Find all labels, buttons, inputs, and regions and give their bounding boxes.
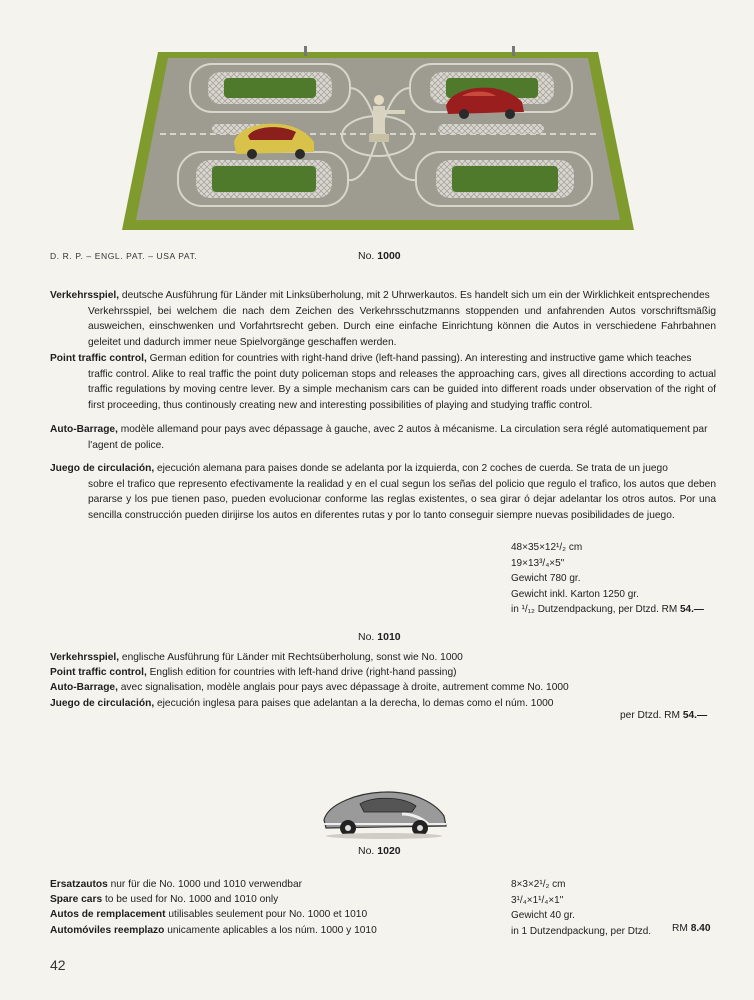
lead-text: Point traffic control, xyxy=(50,353,147,364)
first-line-text: deutsche Ausführung für Länder mit Linksüberholung, mit 2 Uhrwerkautos. Es handelt sich um ein der Wirklichkeit entsprechendes xyxy=(119,290,710,301)
price-line-1020: RM 8.40 xyxy=(672,923,711,934)
price-amount: 8.40 xyxy=(690,923,711,934)
spec-weight: Gewicht 40 gr. xyxy=(511,910,575,921)
spec-dimensions-cm: 48×35×12¹/₂ cm xyxy=(511,542,583,553)
line-spanish: Juego de circulación, ejecución inglesa para paises que adelantan a la derecha, lo demas como el núm. 1000 xyxy=(50,697,554,709)
model-number-1000 xyxy=(358,250,401,262)
description-spanish xyxy=(50,461,716,523)
patent-note: D. R. P. – ENGL. PAT. – USA PAT. xyxy=(50,251,198,261)
model-number: 1020 xyxy=(377,845,401,857)
line-german: Ersatzautos nur für die No. 1000 und 1010 verwendbar xyxy=(50,879,303,890)
continuation-text: traffic control. Alike to real traffic the point duty policeman stops and releases the approaching cars, gives all directions according to actual traffic regulations by moving centre lever. By a simple mechanism cars can be guided into different roads under observation of the right of first proceeding, thus continously creating new and interesting possibilities of playing and studying traffic control. xyxy=(88,368,716,411)
description-french xyxy=(50,422,716,453)
continuation-text: sobre el trafico que represento efectivamente la realidad y en el cual segun los señas del policio que regulo el trafico, los autos que deben pararse y los pue tienen paso, pueden evolucionar conforme las reglas existentes, o sea girar ó dejar adelantar los otros autos. Por una sencilla construcción pueden dirijirse los autos en diferentes rutas y por lo tanto conseguir siempre nuevas posibilidades de juego. xyxy=(88,478,716,521)
description-german xyxy=(50,288,716,350)
line-spanish: Automóviles reemplazo unicamente aplicables a los núm. 1000 y 1010 xyxy=(50,924,377,936)
lead-text: Juego de circulación, xyxy=(50,463,155,474)
price-line-1000: in ¹/₁₂ Dutzendpackung, per Dtzd. RM 54.— xyxy=(511,604,704,615)
continuation-text: Verkehrsspiel, bei welchem die nach dem Zeichen des Verkehrsschutzmanns stoppenden und anfahrenden Autos vorschriftsmäßig ausweichen, einschwenken und Vorfahrtsrecht geben. Durch eine einfache Einrichtung können die Autos in verschiedene Fahrbahnen geleitet und dadurch immer neue Spielvorgänge geschaffen werden. xyxy=(88,305,716,348)
price-line-1010: per Dtzd. RM 54.— xyxy=(620,710,708,721)
page-number: 42 xyxy=(50,957,66,973)
price-amount: 54.— xyxy=(682,710,708,721)
continuation-text: l'agent de police. xyxy=(88,439,165,451)
spec-weight: Gewicht 780 gr. xyxy=(511,573,581,584)
pack-line-1020: in 1 Dutzendpackung, per Dtzd. xyxy=(511,925,652,937)
model-number: 1010 xyxy=(377,631,401,643)
spec-dimensions-inch: 3¹/₄×1¹/₄×1" xyxy=(511,894,564,906)
description-english xyxy=(50,351,716,413)
model-number: 1000 xyxy=(377,250,401,262)
model-prefix: No. xyxy=(358,250,375,262)
line-english: Point traffic control, English edition for countries with left-hand drive (right-hand passing) xyxy=(50,667,457,679)
line-english: Spare cars to be used for No. 1000 and 1010 only xyxy=(50,894,279,906)
model-prefix: No. xyxy=(358,845,375,857)
lines-1010 xyxy=(50,650,569,711)
spare-car-illustration xyxy=(318,784,450,840)
line-french: Autos de remplacement utilisables seulement pour No. 1000 et 1010 xyxy=(50,909,368,921)
specs-1000 xyxy=(511,540,704,618)
price-amount: 54.— xyxy=(680,604,704,615)
spec-weight-boxed: Gewicht inkl. Karton 1250 gr. xyxy=(511,588,639,600)
lead-text: Auto-Barrage, xyxy=(50,424,118,435)
model-number-1010 xyxy=(358,631,401,643)
lines-1020 xyxy=(50,877,377,938)
spec-dimensions-inch: 19×13³/₄×5" xyxy=(511,557,565,569)
model-prefix: No. xyxy=(358,631,375,643)
line-french: Auto-Barrage, avec signalisation, modèle anglais pour pays avec dépassage à droite, autrement comme No. 1000 xyxy=(50,682,569,694)
line-german: Verkehrsspiel, englische Ausführung für Länder mit Rechtsüberholung, sonst wie No. 1000 xyxy=(50,652,463,663)
first-line-text: German edition for countries with right-hand drive (left-hand passing). An interesting and instructive game which teaches xyxy=(146,353,692,364)
first-line-text: modèle allemand pour pays avec dépassage à gauche, avec 2 autos à mécanisme. La circulation sera réglé automatiquement par xyxy=(117,424,708,435)
lead-text: Verkehrsspiel, xyxy=(50,290,120,301)
traffic-board-illustration xyxy=(120,44,636,232)
first-line-text: ejecución alemana para paises donde se adelanta por la izquierda, con 2 coches de cuerda. Se trata de un juego xyxy=(154,463,668,474)
model-number-1020 xyxy=(358,845,401,857)
spec-dimensions-cm: 8×3×2¹/₂ cm xyxy=(511,879,566,890)
specs-1020 xyxy=(511,877,651,939)
